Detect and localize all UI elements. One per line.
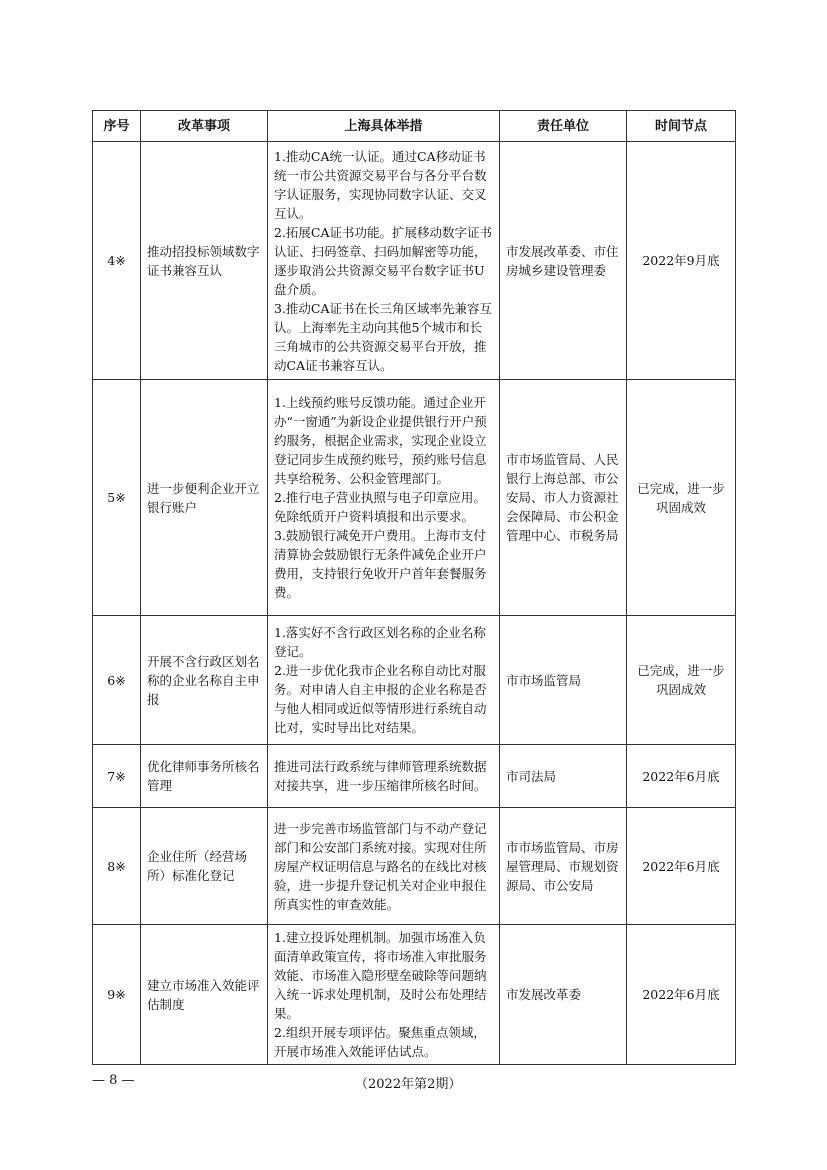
table-header: [93, 111, 736, 142]
header-unit: 责任单位: [500, 111, 627, 142]
table-row: [93, 616, 736, 745]
row-time: 2022年6月底: [627, 925, 736, 1065]
row-measures: [268, 745, 500, 808]
row-time: 已完成，进一步巩固成效: [627, 380, 736, 616]
row-seq: 7※: [93, 745, 141, 808]
row-seq: 8※: [93, 808, 141, 925]
row-seq: 9※: [93, 925, 141, 1065]
page-number: — 8 —: [92, 1073, 135, 1088]
header-measures: 上海具体举措: [268, 111, 500, 142]
measure-line: 进一步完善市场监管部门与不动产登记部门和公安部门系统对接。实现对住所房屋产权证明信息与路名的在线比对核验，进一步提升登记机关对企业申报住所真实性的审查效能。: [274, 820, 487, 912]
measure-line: 2.组织开展专项评估。聚焦重点领域，开展市场准入效能评估试点。: [274, 1025, 486, 1059]
measure-line: 2.进一步优化我市企业名称自动比对服务。对申请人自主申报的企业名称是否与他人相同或近似等情形进行系统自动比对，实时导出比对结果。: [274, 663, 487, 735]
header-seq: 序号: [93, 111, 141, 142]
row-measures: [268, 616, 500, 745]
table-row: [93, 745, 736, 808]
measure-line: 2.推行电子营业执照与电子印章应用。免除纸质开户资料填报和出示要求。: [274, 490, 486, 524]
measure-line: 3.推动CA证书在长三角区域率先兼容互认。上海率先主动向其他5个城市和长三角城市的公共资源交易平台开放，推动CA证书兼容互认。: [274, 300, 493, 373]
row-seq: 4※: [93, 142, 141, 380]
measure-line: 1.上线预约账号反馈功能。通过企业开办“一窗通”为新设企业提供银行开户预约服务，根据企业需求，实现企业设立登记同步生成预约账号，预约账号信息共享给税务、公积金管理部门。: [274, 395, 487, 486]
row-unit: 市市场监管局: [500, 616, 627, 745]
row-seq: 5※: [93, 380, 141, 616]
row-time: 已完成，进一步巩固成效: [627, 616, 736, 745]
header-item: 改革事项: [141, 111, 268, 142]
issue-label: （2022年第2期）: [355, 1077, 462, 1092]
table-row: [93, 808, 736, 925]
row-unit: 市司法局: [500, 745, 627, 808]
header-time: 时间节点: [627, 111, 736, 142]
row-measures: [268, 808, 500, 925]
row-seq: 6※: [93, 616, 141, 745]
row-item: 开展不含行政区划名称的企业名称自主申报: [141, 616, 268, 745]
row-measures: [268, 142, 500, 380]
row-time: 2022年6月底: [627, 745, 736, 808]
table-row: [93, 380, 736, 616]
reform-table: [92, 110, 736, 1065]
table-row: [93, 925, 736, 1065]
measure-line: 2.拓展CA证书功能。扩展移动数字证书认证、扫码签章、扫码加解密等功能，逐步取消公共资源交易平台数字证书U盘介质。: [274, 224, 493, 297]
row-unit: 市发展改革委、市住房城乡建设管理委: [500, 142, 627, 380]
table-row: [93, 142, 736, 380]
row-item: 建立市场准入效能评估制度: [141, 925, 268, 1065]
row-measures: [268, 380, 500, 616]
row-measures: [268, 925, 500, 1065]
row-time: 2022年9月底: [627, 142, 736, 380]
measure-line: 推进司法行政系统与律师管理系统数据对接共享，进一步压缩律所核名时间。: [274, 759, 487, 793]
row-item: 企业住所（经营场所）标准化登记: [141, 808, 268, 925]
row-unit: 市市场监管局、人民银行上海总部、市公安局、市人力资源社会保障局、市公积金管理中心、市税务局: [500, 380, 627, 616]
measure-line: 1.推动CA统一认证。通过CA移动证书统一市公共资源交易平台与各分平台数字认证服务，实现协同数字认证、交叉互认。: [274, 148, 487, 221]
measure-line: 1.建立投诉处理机制。加强市场准入负面清单政策宣传，将市场准入审批服务效能、市场准入隐形壁垒破除等问题纳入统一诉求处理机制，及时公布处理结果。: [274, 930, 487, 1021]
row-item: 推动招投标领域数字证书兼容互认: [141, 142, 268, 380]
row-item: 进一步便利企业开立银行账户: [141, 380, 268, 616]
measure-line: 1.落实好不含行政区划名称的企业名称登记。: [274, 625, 486, 659]
row-time: 2022年6月底: [627, 808, 736, 925]
measure-line: 3.鼓励银行减免开户费用。上海市支付清算协会鼓励银行无条件减免企业开户费用，支持银行免收开户首年套餐服务费。: [274, 528, 487, 600]
row-unit: 市市场监管局、市房屋管理局、市规划资源局、市公安局: [500, 808, 627, 925]
row-unit: 市发展改革委: [500, 925, 627, 1065]
row-item: 优化律师事务所核名管理: [141, 745, 268, 808]
